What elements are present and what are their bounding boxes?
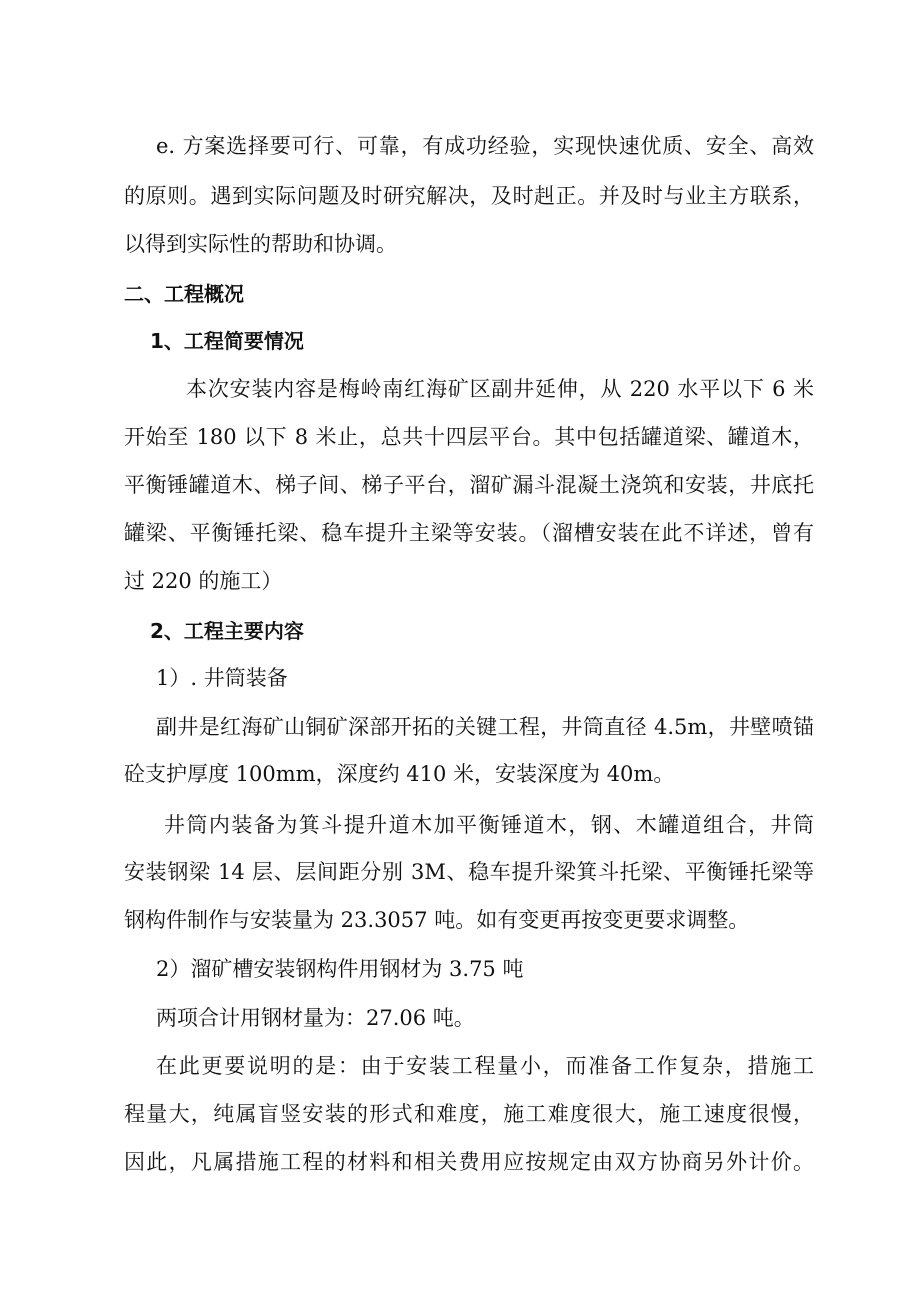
total-steel-line: 两项合计用钢材量为：27.06 吨。	[156, 1006, 475, 1030]
brief-line-3: 平衡锤罐道木、梯子间、梯子平台，溜矿漏斗混凝土浇筑和安装，井底托	[124, 473, 814, 497]
equipment-paragraph-line-3: 钢构件制作与安装量为 23.3057 吨。如有变更再按变更要求调整。	[124, 908, 750, 932]
subsection-heading-brief: 1、工程简要情况	[150, 329, 304, 353]
note-line-1: 在此更要说明的是：由于安装工程量小，而准备工作复杂，措施工	[156, 1054, 814, 1078]
paragraph-e-line-3: 以得到实际性的帮助和协调。	[124, 232, 397, 256]
brief-line-5: 过 220 的施工）	[124, 569, 283, 593]
note-line-2: 程量大，纯属盲竖安装的形式和难度，施工难度很大，施工速度很慢，	[124, 1102, 814, 1126]
item-2-chute: 2）溜矿槽安装钢构件用钢材为 3.75 吨	[156, 957, 524, 981]
brief-line-4: 罐梁、平衡锤托梁、稳车提升主梁等安装。（溜槽安装在此不详述，曾有	[124, 521, 814, 545]
item-1-heading: 1）. 井筒装备	[156, 666, 288, 690]
brief-line-2: 开始至 180 以下 8 米止，总共十四层平台。其中包括罐道梁、罐道木，	[124, 425, 814, 449]
equipment-paragraph-line-1: 井筒内装备为箕斗提升道木加平衡锤道木，钢、木罐道组合，井筒	[164, 813, 814, 837]
paragraph-e-line-2: 的原则。遇到实际问题及时研究解决，及时赳正。并及时与业主方联系，	[124, 184, 814, 208]
equipment-paragraph-line-2: 安装钢梁 14 层、层间距分别 3M、稳车提升梁箕斗托梁、平衡锤托梁等	[124, 860, 814, 884]
paragraph-e-line-1: e. 方案选择要可行、可靠，有成功经验，实现快速优质、安全、高效	[156, 134, 814, 158]
brief-line-1: 本次安装内容是梅岭南红海矿区副井延伸，从 220 水平以下 6 米	[186, 377, 814, 401]
shaft-paragraph-line-2: 砼支护厚度 100mm，深度约 410 米，安装深度为 40m。	[124, 762, 675, 786]
subsection-heading-main-content: 2、工程主要内容	[150, 619, 304, 643]
shaft-paragraph-line-1: 副井是红海矿山铜矿深部开拓的关键工程，井筒直径 4.5m，井壁喷锚	[156, 715, 814, 739]
section-heading-overview: 二、工程概况	[124, 282, 244, 306]
note-line-3: 因此，凡属措施工程的材料和相关费用应按规定由双方协商另外计价。	[124, 1150, 814, 1174]
